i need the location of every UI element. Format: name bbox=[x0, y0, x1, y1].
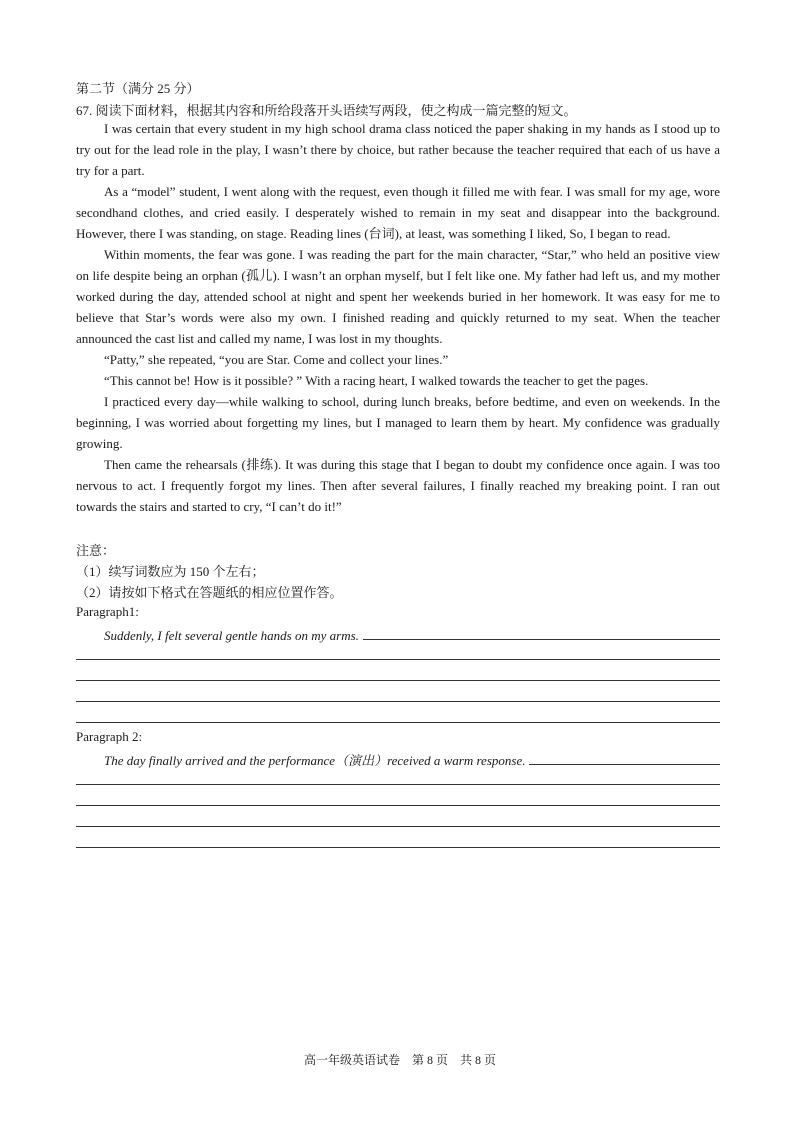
paragraph1-start bbox=[104, 625, 720, 644]
answer-blank[interactable] bbox=[363, 625, 720, 640]
answer-line[interactable] bbox=[76, 680, 720, 681]
answer-line[interactable] bbox=[76, 722, 720, 723]
passage-paragraph: “Patty,” she repeated, “you are Star. Come and collect your lines.” bbox=[104, 352, 449, 367]
notes-section bbox=[76, 540, 343, 603]
passage-paragraph: As a “model” student, I went along with the request, even though it filled me with fear. I was small for my age, wore secondhand clothes, and cried easily. I desperately wished to remain in my seat and disappear into the background. However, there I was standing, on stage. Reading lines (台词), at least, was something I liked, So, I began to read. bbox=[76, 184, 720, 241]
paragraph2-start bbox=[104, 750, 720, 769]
passage-paragraph: “This cannot be! How is it possible? ” With a racing heart, I walked towards the teacher to get the pages. bbox=[104, 373, 649, 388]
answer-line[interactable] bbox=[76, 826, 720, 827]
question-instruction: 67. 阅读下面材料，根据其内容和所给段落开头语续写两段，使之构成一篇完整的短文。 bbox=[76, 103, 577, 118]
answer-line[interactable] bbox=[76, 847, 720, 848]
note-item: （1）续写词数应为 150 个左右； bbox=[76, 564, 265, 579]
answer-line[interactable] bbox=[76, 701, 720, 702]
passage-paragraph: Then came the rehearsals (排练). It was during this stage that I began to doubt my confidence once again. I was too nervous to act. I frequently forgot my lines. Then after several failures, I finally reached my breaking point. I ran out towards the stairs and started to cry, “I can’t do it!” bbox=[76, 457, 720, 514]
answer-line[interactable] bbox=[76, 805, 720, 806]
passage-paragraph: Within moments, the fear was gone. I was reading the part for the main character, “Star,” who held an positive view on life despite being an orphan (孤儿). I wasn’t an orphan myself, but I felt like one. My father had left us, and my mother worked during the day, attended school at night and spent her weekends buried in her homework. It was easy for me to believe that Star’s words were also my own. I finished reading and quickly returned to my seat. When the teacher announced the cast list and called my name, I was lost in my thoughts. bbox=[76, 247, 720, 346]
paragraph2-label: Paragraph 2: bbox=[76, 729, 143, 744]
passage-paragraph: I was certain that every student in my high school drama class noticed the paper shaking in my hands as I stood up to try out for the lead role in the play, I wasn’t there by choice, but rather because the teacher required that each of us have a try for a part. bbox=[76, 121, 720, 178]
answer-line[interactable] bbox=[76, 784, 720, 785]
answer-blank[interactable] bbox=[529, 750, 720, 765]
note-item: （2）请按如下格式在答题纸的相应位置作答。 bbox=[76, 585, 343, 600]
paragraph2-start-text: The day finally arrived and the performance（演出）received a warm response. bbox=[104, 753, 526, 768]
answer-line[interactable] bbox=[76, 659, 720, 660]
notes-heading: 注意： bbox=[76, 543, 116, 558]
passage-paragraph: I practiced every day—while walking to school, during lunch breaks, before bedtime, and even on weekends. In the beginning, I was worried about forgetting my lines, but I managed to learn them by heart. My confidence was gradually growing. bbox=[76, 394, 720, 451]
paragraph1-label: Paragraph1: bbox=[76, 604, 139, 619]
reading-passage bbox=[76, 118, 720, 517]
paragraph1-start-text: Suddenly, I felt several gentle hands on my arms. bbox=[104, 628, 359, 643]
section-title: 第二节（满分 25 分） bbox=[76, 81, 200, 96]
page-footer: 高一年级英语试卷 第 8 页 共 8 页 bbox=[303, 1053, 496, 1067]
